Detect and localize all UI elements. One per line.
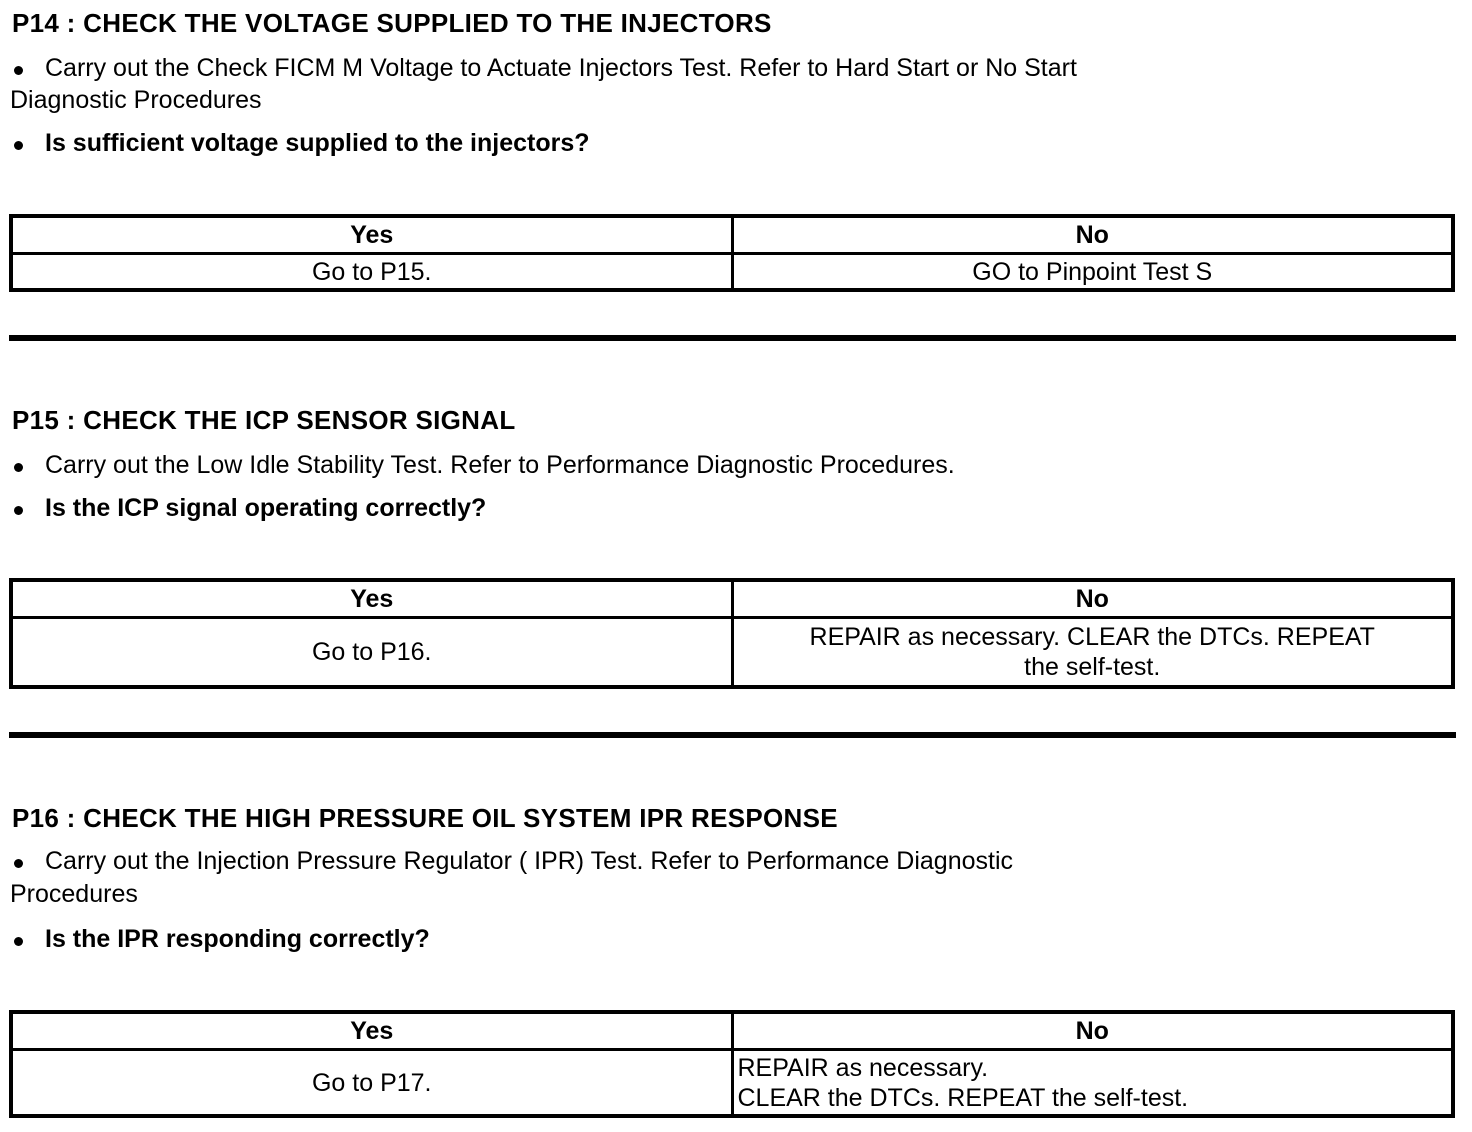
yes-result: Go to P17.	[11, 1050, 732, 1117]
step-p15-question-text: Is the ICP signal operating correctly?	[45, 494, 487, 522]
step-p14-action	[10, 52, 1077, 85]
step-p16-question-text: Is the IPR responding correctly?	[45, 925, 430, 953]
yes-header: Yes	[11, 580, 732, 618]
step-p14-title: P14 : CHECK THE VOLTAGE SUPPLIED TO THE INJECTORS	[12, 8, 772, 38]
bullet-icon	[14, 937, 23, 946]
bullet-icon	[14, 141, 23, 150]
no-header: No	[732, 580, 1453, 618]
step-p16-title: P16 : CHECK THE HIGH PRESSURE OIL SYSTEM IPR RESPONSE	[12, 803, 838, 833]
no-result	[732, 1050, 1453, 1117]
step-p15-title: P15 : CHECK THE ICP SENSOR SIGNAL	[12, 405, 516, 435]
step-p16-action-text: Carry out the Injection Pressure Regulator ( IPR) Test. Refer to Performance Diagnostic	[45, 847, 1014, 875]
no-result-line: the self-test.	[1024, 653, 1161, 681]
step-p16-result-table	[9, 1010, 1455, 1118]
step-p16-action-cont: Procedures	[10, 880, 138, 908]
yes-result: Go to P16.	[11, 618, 732, 688]
step-p15-action	[10, 449, 955, 482]
no-result-line: REPAIR as necessary.	[737, 1053, 989, 1082]
no-result	[732, 618, 1453, 688]
step-p14-action-cont: Diagnostic Procedures	[10, 86, 262, 114]
step-p16-question	[10, 923, 430, 956]
no-result-line: CLEAR the DTCs. REPEAT the self-test.	[737, 1083, 1189, 1112]
no-result: GO to Pinpoint Test S	[732, 254, 1453, 291]
no-header: No	[732, 1012, 1453, 1050]
step-p15-question	[10, 492, 486, 525]
yes-header: Yes	[11, 216, 732, 254]
yes-result: Go to P15.	[11, 254, 732, 291]
step-p14-result-table	[9, 214, 1455, 292]
bullet-icon	[14, 506, 23, 515]
section-divider	[9, 335, 1456, 341]
step-p16-action	[10, 845, 1013, 878]
step-p15-action-text: Carry out the Low Idle Stability Test. Refer to Performance Diagnostic Procedures.	[45, 451, 955, 479]
step-p14-question	[10, 127, 590, 160]
bullet-icon	[14, 463, 23, 472]
bullet-icon	[14, 66, 23, 75]
no-result-line: REPAIR as necessary. CLEAR the DTCs. REPEAT	[809, 623, 1375, 651]
section-divider	[9, 732, 1456, 738]
step-p15-result-table	[9, 578, 1455, 689]
bullet-icon	[14, 859, 23, 868]
step-p14-question-text: Is sufficient voltage supplied to the injectors?	[45, 129, 590, 157]
no-header: No	[732, 216, 1453, 254]
yes-header: Yes	[11, 1012, 732, 1050]
step-p14-action-text: Carry out the Check FICM M Voltage to Actuate Injectors Test. Refer to Hard Start or No Start	[45, 54, 1077, 82]
